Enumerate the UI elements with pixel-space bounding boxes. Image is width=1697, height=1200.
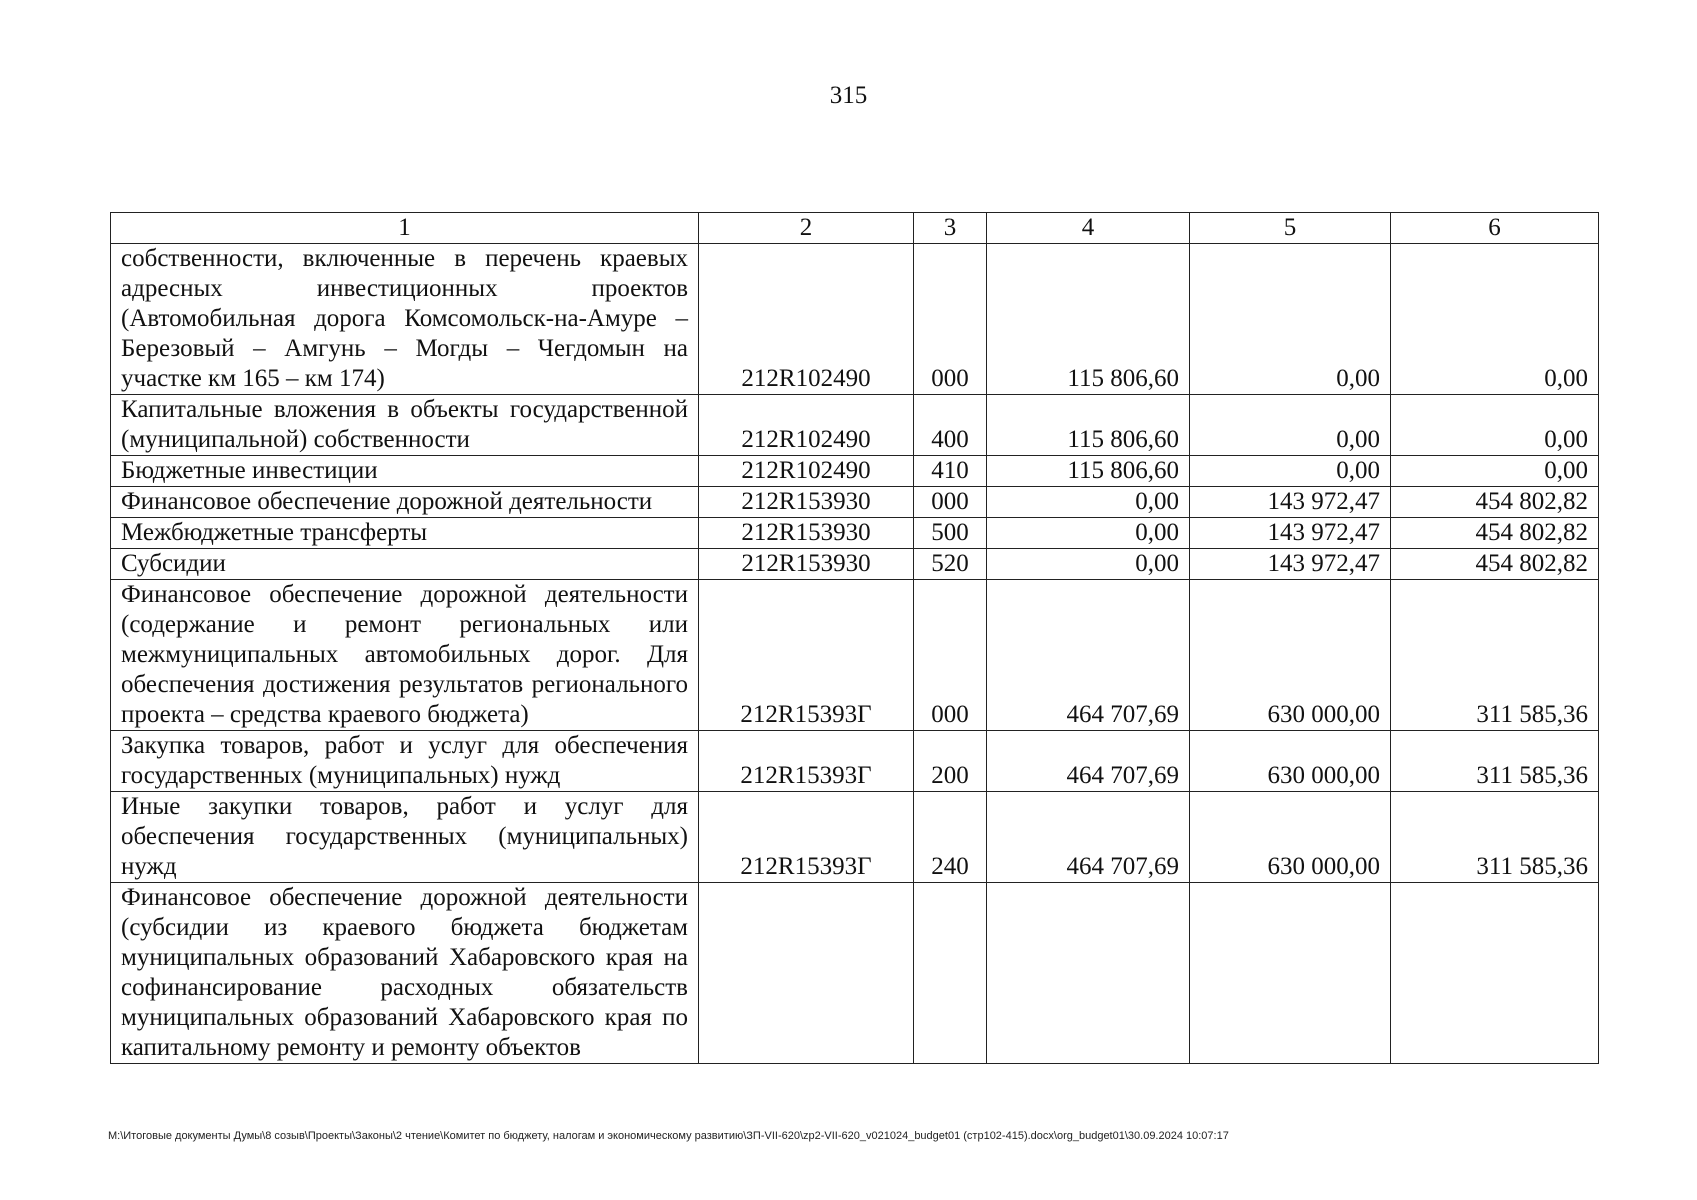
amount-col6: 454 802,82 xyxy=(1391,518,1599,549)
amount-col6: 0,00 xyxy=(1391,244,1599,395)
amount-col4: 0,00 xyxy=(987,549,1190,580)
target-code: 212R15393Г xyxy=(699,792,914,883)
table-row xyxy=(111,244,1599,395)
target-code: 212R153930 xyxy=(699,549,914,580)
target-code: 212R102490 xyxy=(699,395,914,456)
column-header-6: 6 xyxy=(1391,213,1599,244)
amount-col6: 311 585,36 xyxy=(1391,731,1599,792)
expense-type: 200 xyxy=(914,731,987,792)
column-header-2: 2 xyxy=(699,213,914,244)
table-row xyxy=(111,731,1599,792)
amount-col4: 115 806,60 xyxy=(987,456,1190,487)
expense-type: 000 xyxy=(914,580,987,731)
amount-col5: 0,00 xyxy=(1190,395,1391,456)
column-header-5: 5 xyxy=(1190,213,1391,244)
table-row xyxy=(111,580,1599,731)
amount-col6: 311 585,36 xyxy=(1391,792,1599,883)
amount-col6: 0,00 xyxy=(1391,456,1599,487)
expense-name: Закупка товаров, работ и услуг для обеспечения государственных (муниципальных) нужд xyxy=(111,731,699,792)
expense-name: Субсидии xyxy=(111,549,699,580)
expense-type: 000 xyxy=(914,487,987,518)
expense-type: 240 xyxy=(914,792,987,883)
amount-col6: 0,00 xyxy=(1391,395,1599,456)
amount-col4: 115 806,60 xyxy=(987,244,1190,395)
amount-col6: 454 802,82 xyxy=(1391,487,1599,518)
expense-name: собственности, включенные в перечень краевых адресных инвестиционных проектов (Автомобильная дорога Комсомольск-на-Амуре – Березовый – Амгунь – Могды – Чегдомын на участке км 165 – км 174) xyxy=(111,244,699,395)
document-file-path: M:\Итоговые документы Думы\8 созыв\Проекты\Законы\2 чтение\Комитет по бюджету, налогам и экономическому развитию\ЗП-VII-620\zp2-VII-620_v021024_budget01 (стр102-415).docx\org_budget01\30.09.2024 10:07:17 xyxy=(108,1130,1229,1142)
expense-type: 400 xyxy=(914,395,987,456)
target-code: 212R15393Г xyxy=(699,731,914,792)
table-row xyxy=(111,549,1599,580)
table-row xyxy=(111,395,1599,456)
expense-type: 410 xyxy=(914,456,987,487)
expense-name: Финансовое обеспечение дорожной деятельности xyxy=(111,487,699,518)
table-row xyxy=(111,883,1599,1064)
target-code: 212R153930 xyxy=(699,487,914,518)
amount-col4: 464 707,69 xyxy=(987,580,1190,731)
amount-col5 xyxy=(1190,883,1391,1064)
budget-table xyxy=(110,212,1599,1064)
amount-col4: 115 806,60 xyxy=(987,395,1190,456)
column-header-3: 3 xyxy=(914,213,987,244)
amount-col6 xyxy=(1391,883,1599,1064)
table-row xyxy=(111,518,1599,549)
amount-col5: 0,00 xyxy=(1190,244,1391,395)
amount-col5: 143 972,47 xyxy=(1190,487,1391,518)
amount-col5: 143 972,47 xyxy=(1190,549,1391,580)
target-code: 212R102490 xyxy=(699,244,914,395)
target-code xyxy=(699,883,914,1064)
amount-col6: 311 585,36 xyxy=(1391,580,1599,731)
target-code: 212R15393Г xyxy=(699,580,914,731)
target-code: 212R153930 xyxy=(699,518,914,549)
table-row xyxy=(111,792,1599,883)
expense-type: 500 xyxy=(914,518,987,549)
table-row xyxy=(111,456,1599,487)
expense-name: Иные закупки товаров, работ и услуг для обеспечения государственных (муниципальных) нужд xyxy=(111,792,699,883)
amount-col6: 454 802,82 xyxy=(1391,549,1599,580)
table-header-row xyxy=(111,213,1599,244)
amount-col5: 143 972,47 xyxy=(1190,518,1391,549)
expense-name: Капитальные вложения в объекты государственной (муниципальной) собственности xyxy=(111,395,699,456)
page-number: 315 xyxy=(829,82,868,109)
column-header-4: 4 xyxy=(987,213,1190,244)
amount-col5: 630 000,00 xyxy=(1190,792,1391,883)
amount-col4: 0,00 xyxy=(987,487,1190,518)
table-row xyxy=(111,487,1599,518)
column-header-1: 1 xyxy=(111,213,699,244)
expense-name: Финансовое обеспечение дорожной деятельности (содержание и ремонт региональных или межмуниципальных автомобильных дорог. Для обеспечения достижения результатов регионального проекта – средства краевого бюджета) xyxy=(111,580,699,731)
target-code: 212R102490 xyxy=(699,456,914,487)
expense-name: Бюджетные инвестиции xyxy=(111,456,699,487)
expense-type xyxy=(914,883,987,1064)
expense-name: Межбюджетные трансферты xyxy=(111,518,699,549)
amount-col5: 630 000,00 xyxy=(1190,731,1391,792)
expense-type: 520 xyxy=(914,549,987,580)
amount-col5: 0,00 xyxy=(1190,456,1391,487)
expense-type: 000 xyxy=(914,244,987,395)
amount-col4 xyxy=(987,883,1190,1064)
amount-col4: 464 707,69 xyxy=(987,731,1190,792)
amount-col4: 0,00 xyxy=(987,518,1190,549)
amount-col5: 630 000,00 xyxy=(1190,580,1391,731)
expense-name: Финансовое обеспечение дорожной деятельности (субсидии из краевого бюджета бюджетам муниципальных образований Хабаровского края на софинансирование расходных обязательств муниципальных образований Хабаровского края по капитальному ремонту и ремонту объектов xyxy=(111,883,699,1064)
amount-col4: 464 707,69 xyxy=(987,792,1190,883)
